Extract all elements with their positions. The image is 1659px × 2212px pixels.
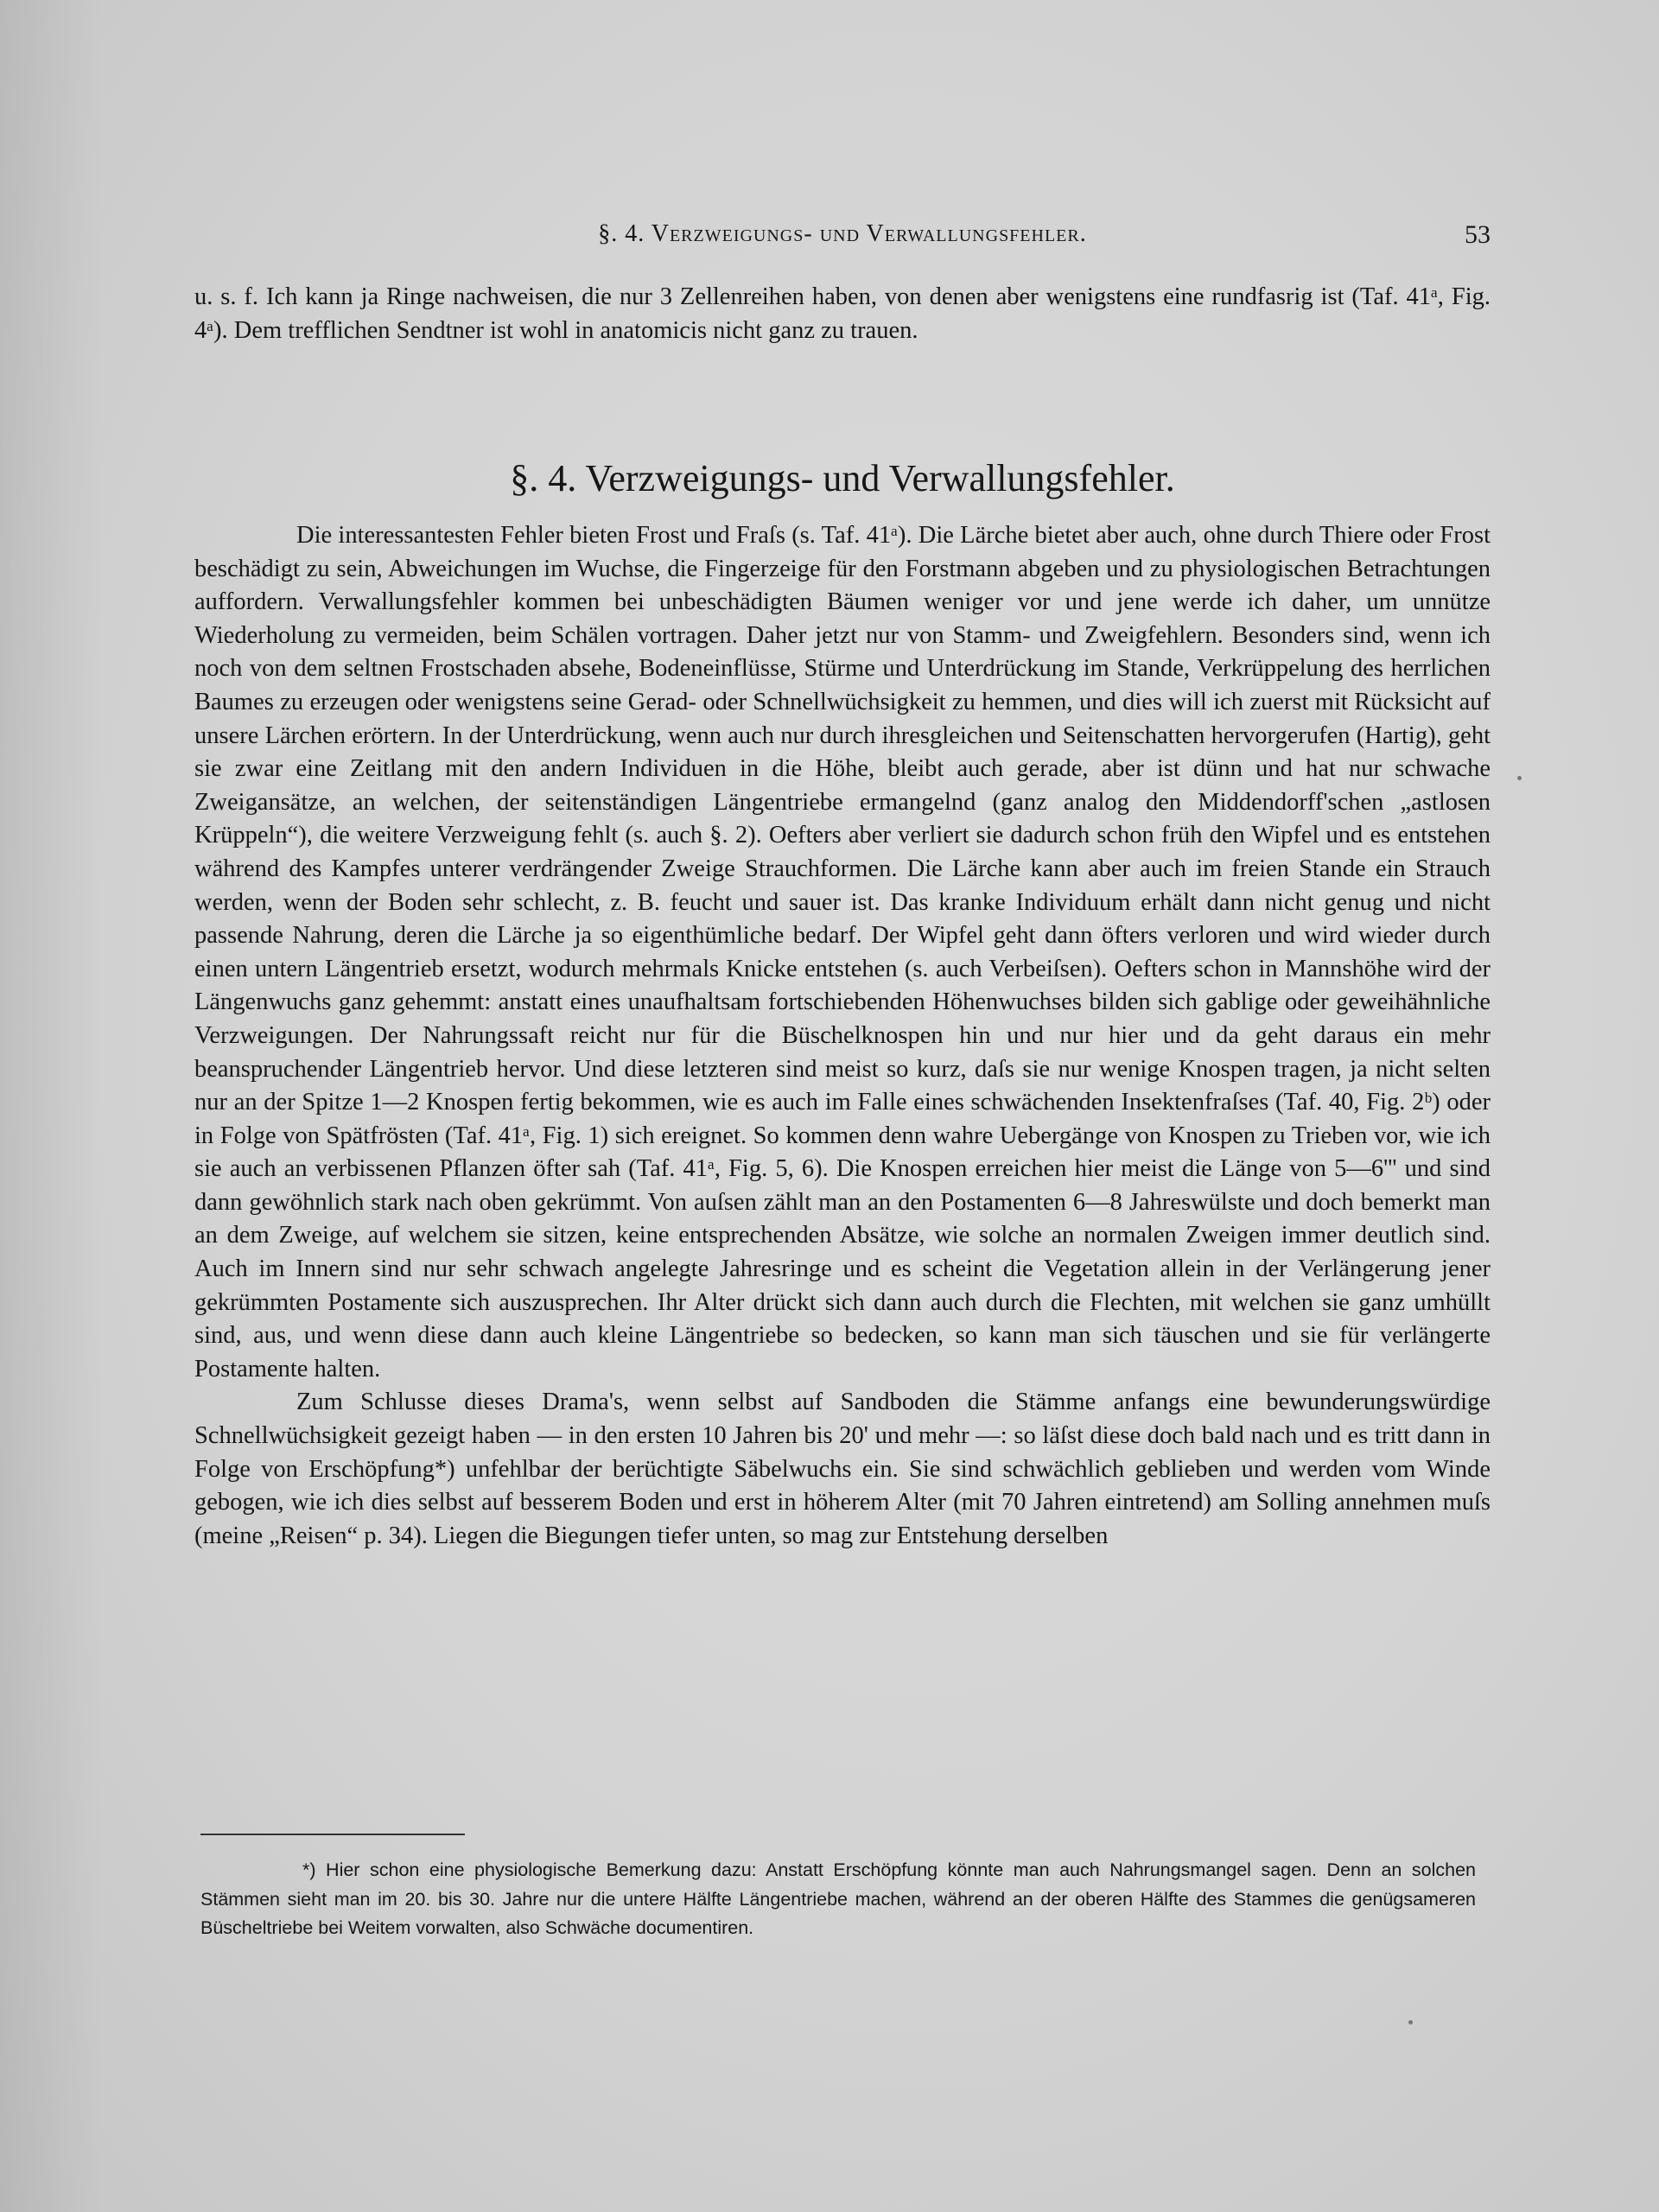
running-head-title: §. 4. Verzweigungs- und Verwallungsfehler. (598, 220, 1087, 247)
footnote-separator (200, 1834, 465, 1835)
section-heading: §. 4. Verzweigungs- und Verwallungsfehler. (510, 457, 1175, 499)
continued-paragraph-block (194, 281, 1491, 347)
footnote-text: *) Hier schon eine physiologische Bemerkung dazu: Anstatt Erschöpfung könnte man auch Nahrungsmangel sagen. Denn an solchen Stämmen sieht man im 20. bis 30. Jahre nur die untere Hälfte Längentriebe machen, während an der oberen Hälfte des Stammes die genügsameren Büscheltriebe bei Weitem vorwalten, also Schwäche documentiren. (200, 1859, 1476, 1938)
body-paragraph-1: Die interessantesten Fehler bieten Frost und Fraſs (s. Taf. 41ᵃ). Die Lärche bietet aber auch, ohne durch Thiere oder Frost beschädigt zu sein, Abweichungen im Wuchse, die Fingerzeige für den Forstmann abgeben und zu physiologischen Betrachtungen auffordern. Verwallungsfehler kommen bei unbeschädigten Bäumen weniger vor und jene werde ich daher, um unnütze Wiederholung zu vermeiden, beim Schälen vortragen. Daher jetzt nur von Stamm- und Zweigfehlern. Besonders sind, wenn ich noch von dem seltnen Frostschaden absehe, Bodeneinflüsse, Stürme und Unterdrückung im Stande, Verkrüppelung des herrlichen Baumes zu erzeugen oder wenigstens seine Gerad- oder Schnellwüchsigkeit zu hemmen, und dies will ich zuerst mit Rücksicht auf unsere Lärchen erörtern. In der Unterdrückung, wenn auch nur durch ihresgleichen und Seitenschatten hervorgerufen (Hartig), geht sie zwar eine Zeitlang mit den andern Individuen in die Höhe, bleibt auch gerade, aber ist dünn und hat nur schwache Zweigansätze, an welchen, der seitenständigen Längentriebe ermangelnd (ganz analog den Middendorff'schen „astlosen Krüppeln“), die weitere Verzweigung fehlt (s. auch §. 2). Oefters aber verliert sie dadurch schon früh den Wipfel und es entstehen während des Kampfes unterer verdrängender Zweige Strauchformen. Die Lärche kann aber auch im freien Stande ein Strauch werden, wenn der Boden sehr schlecht, z. B. feucht und sauer ist. Das kranke Individuum erhält dann nicht genug und nicht passende Nahrung, deren die Lärche ja so eigenthümliche bedarf. Der Wipfel geht dann öfters verloren und wird wieder durch einen untern Längentrieb ersetzt, wodurch mehrmals Knicke entstehen (s. auch Verbeiſsen). Oefters schon in Mannshöhe wird der Längenwuchs ganz gehemmt: anstatt eines unaufhaltsam fortschiebenden Höhenwuchses bilden sich gablige oder geweihähnliche Verzweigungen. Der Nahrungssaft reicht nur für die Büschelknospen hin und nur hier und da geht daraus ein mehr beanspruchender Längentrieb hervor. Und diese letzteren sind meist so kurz, daſs sie nur wenige Knospen tragen, ja nicht selten nur an der Spitze 1—2 Knospen fertig bekommen, wie es auch im Falle eines schwächenden Insektenfraſses (Taf. 40, Fig. 2ᵇ) oder in Folge von Spätfrösten (Taf. 41ᵃ, Fig. 1) sich ereignet. So kommen denn wahre Uebergänge von Knospen zu Trieben vor, wie ich sie auch an verbissenen Pflanzen öfter sah (Taf. 41ᵃ, Fig. 5, 6). Die Knospen erreichen hier meist die Länge von 5—6''' und sind dann gewöhnlich stark nach oben gekrümmt. Von auſsen zählt man an den Postamenten 6—8 Jahreswülste und doch bemerkt man an dem Zweige, auf welchem sie sitzen, keine entsprechenden Absätze, wie solche an normalen Zweigen immer deutlich sind. Auch im Innern sind nur sehr schwach angelegte Jahresringe und es scheint die Vegetation allein in der Verlängerung jener gekrümmten Postamente sich auszusprechen. Ihr Alter drückt sich dann auch durch die Flechten, mit welchen sie ganz umhüllt sind, aus, und wenn diese dann auch kleine Längentriebe so bedecken, so kann man sich täuschen und sie für verlängerte Postamente halten. (194, 522, 1491, 1382)
continued-paragraph: u. s. f. Ich kann ja Ringe nachweisen, die nur 3 Zellenreihen haben, von denen aber wenigstens eine rundfasrig ist (Taf. 41ᵃ, Fig. 4ᵃ). Dem trefflichen Sendtner ist wohl in anatomicis nicht ganz zu trauen. (194, 283, 1491, 344)
running-head (194, 220, 1491, 255)
footnote (200, 1856, 1476, 1943)
page-number: 53 (1465, 220, 1491, 249)
paper-speck (1408, 2020, 1413, 2024)
section-body (194, 519, 1491, 1553)
page-edge-shadow (0, 0, 104, 2212)
paper-speck (1517, 776, 1522, 780)
body-paragraph-2: Zum Schlusse dieses Drama's, wenn selbst auf Sandboden die Stämme anfangs eine bewunderungswürdige Schnellwüchsigkeit gezeigt haben — in den ersten 10 Jahren bis 20' und mehr —: so läſst diese doch bald nach und es tritt dann in Folge von Erschöpfung*) unfehlbar der berüchtigte Säbelwuchs ein. Sie sind schwächlich geblieben und werden vom Winde gebogen, wie ich dies selbst auf besserem Boden und erst in höherem Alter (mit 70 Jahren eintretend) am Solling annehmen muſs (meine „Reisen“ p. 34). Liegen die Biegungen tiefer unten, so mag zur Entstehung derselben (194, 1389, 1491, 1549)
